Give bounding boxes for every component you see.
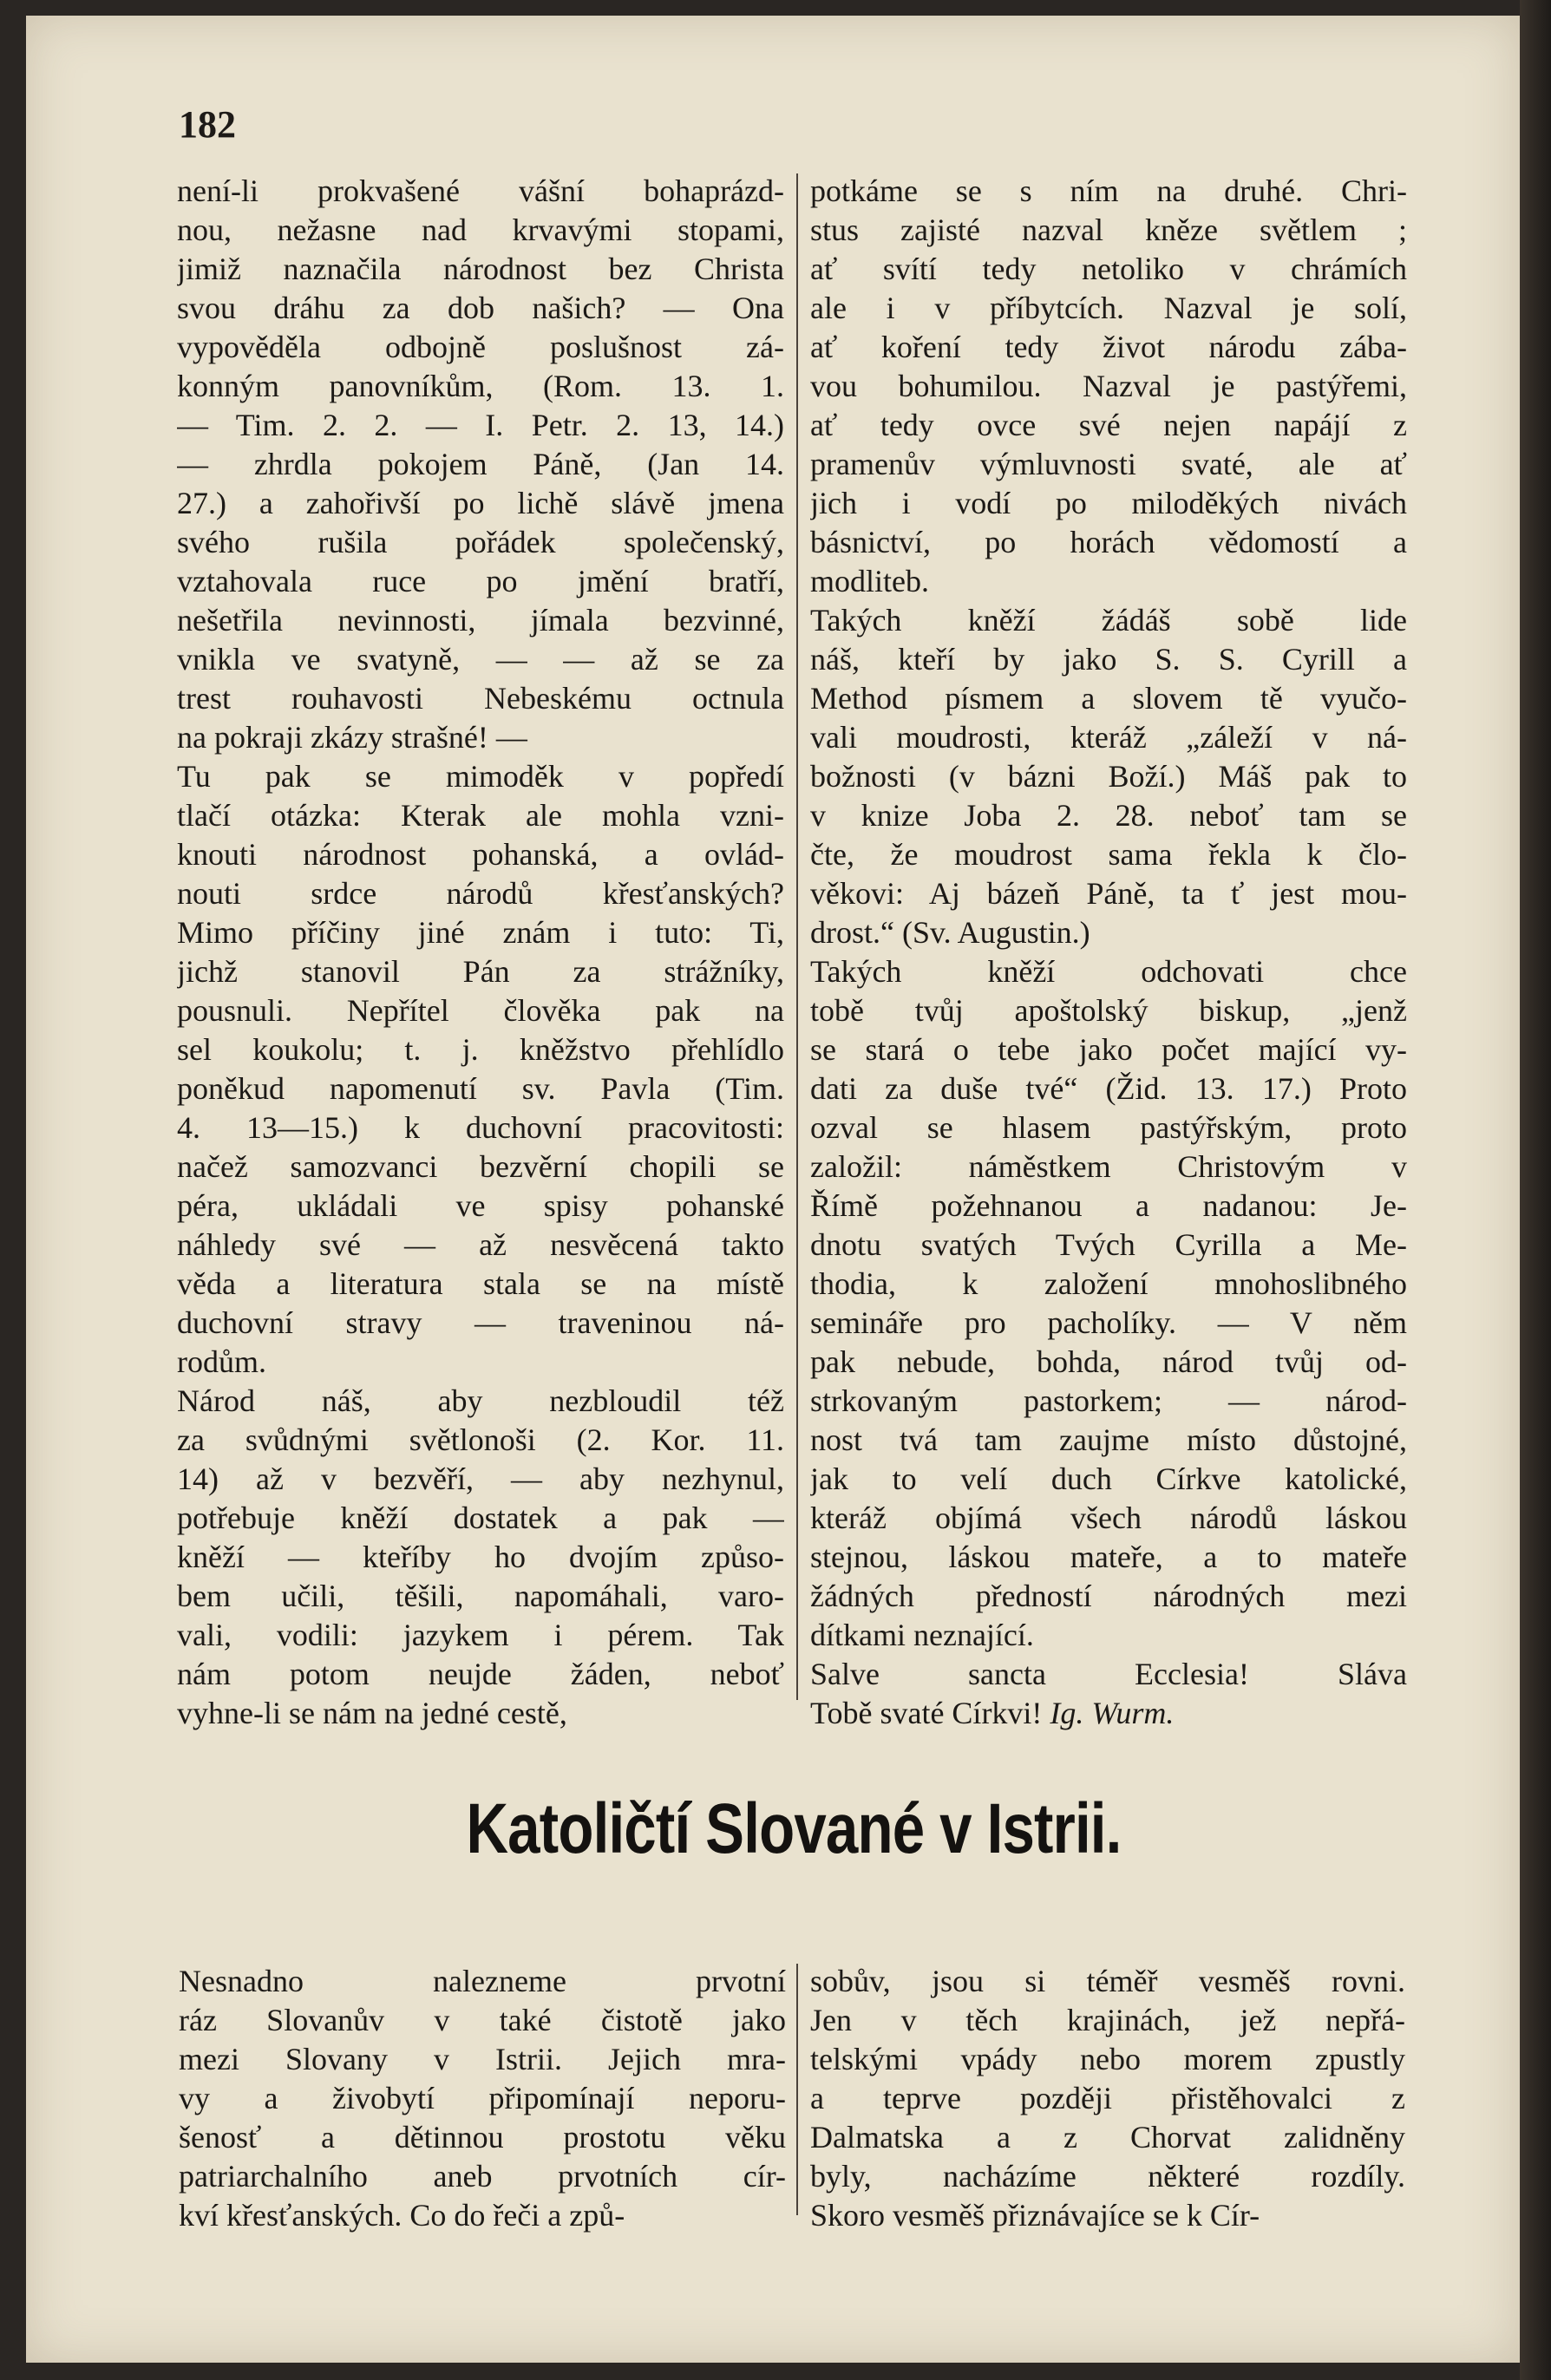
- text-line: vyhne-li se nám na jedné cestě,: [177, 1696, 567, 1730]
- text-line: nouti srdce národů křesťanských?: [177, 876, 784, 911]
- text-line: patriarchalního aneb prvotních cír-: [179, 2159, 786, 2194]
- text-line: semináře pro pacholíky. — V něm: [810, 1305, 1407, 1340]
- text-line: věda a literatura stala se na místě: [177, 1266, 784, 1301]
- column-divider-bottom: [796, 1964, 798, 2215]
- text-line: kteráž objímá všech národů láskou: [810, 1501, 1407, 1535]
- text-line: dítkami neznající.: [810, 1618, 1034, 1652]
- text-line: — zhrdla pokojem Páně, (Jan 14.: [177, 447, 784, 481]
- text-line: načež samozvanci bezvěrní chopili se: [177, 1149, 784, 1184]
- text-line: — Tim. 2. 2. — I. Petr. 2. 13, 14.): [177, 408, 784, 442]
- text-line: nost tvá tam zaujme místo důstojné,: [810, 1422, 1407, 1457]
- text-line: vali, vodili: jazykem i pérem. Tak: [177, 1618, 784, 1652]
- text-line: ozval se hlasem pastýřským, proto: [810, 1110, 1407, 1145]
- text-line: ať koření tedy život národu zába-: [810, 330, 1407, 364]
- text-line: knouti národnost pohanská, a ovlád-: [177, 837, 784, 872]
- text-line: Tobě svaté Církvi! Ig. Wurm.: [810, 1696, 1175, 1730]
- text-line: v knize Joba 2. 28. neboť tam se: [810, 798, 1407, 833]
- text-line: byly, nacházíme některé rozdíly.: [810, 2159, 1405, 2194]
- column-top-right: [810, 172, 1407, 1733]
- text-line: poněkud napomenutí sv. Pavla (Tim.: [177, 1071, 784, 1106]
- text-line: svého rušila pořádek společenský,: [177, 525, 784, 559]
- text-line: náš, kteří by jako S. S. Cyrill a: [810, 642, 1407, 677]
- text-line: péra, ukládali ve spisy pohanské: [177, 1188, 784, 1223]
- text-line: vali moudrosti, kteráž „záleží v ná-: [810, 720, 1407, 755]
- text-line: Dalmatska a z Chorvat zalidněny: [810, 2120, 1405, 2154]
- text-line: dnotu svatých Tvých Cyrilla a Me-: [810, 1227, 1407, 1262]
- text-line: ale i v příbytcích. Nazval je solí,: [810, 291, 1407, 325]
- text-line: vy a živobytí připomínají neporu-: [179, 2081, 786, 2115]
- text-line: dati za duše tvé“ (Žid. 13. 17.) Proto: [810, 1071, 1407, 1106]
- text-line: drost.“ (Sv. Augustin.): [810, 915, 1090, 950]
- text-line: telskými vpády nebo morem zpustly: [810, 2042, 1405, 2076]
- text-line: božnosti (v bázni Boží.) Máš pak to: [810, 759, 1407, 794]
- text-line: pramenův výmluvnosti svaté, ale ať: [810, 447, 1407, 481]
- text-line: sel koukolu; t. j. kněžstvo přehlídlo: [177, 1032, 784, 1067]
- text-line: strkovaným pastorkem; — národ-: [810, 1383, 1407, 1418]
- text-line: za svůdnými světlonoši (2. Kor. 11.: [177, 1422, 784, 1457]
- text-line: náhledy své — až nesvěcená takto: [177, 1227, 784, 1262]
- text-line: Tu pak se mimoděk v popředí: [177, 759, 784, 794]
- text-line: nám potom neujde žáden, neboť: [177, 1657, 784, 1691]
- text-line: bem učili, těšili, napomáhali, varo-: [177, 1579, 784, 1613]
- text-line: se stará o tebe jako počet mající vy-: [810, 1032, 1407, 1067]
- text-line: stus zajisté nazval kněze světlem ;: [810, 212, 1407, 247]
- text-line: ať svítí tedy netoliko v chrámích: [810, 252, 1407, 286]
- text-line: vou bohumilou. Nazval je pastýřemi,: [810, 369, 1407, 403]
- text-line: založil: náměstkem Christovým v: [810, 1149, 1407, 1184]
- text-line: Method písmem a slovem tě vyučo-: [810, 681, 1407, 716]
- text-line: Nesnadno nalezneme prvotní: [179, 1964, 786, 1998]
- text-line: ať tedy ovce své nejen napájí z: [810, 408, 1407, 442]
- text-line: 27.) a zahořivší po lichě slávě jmena: [177, 486, 784, 520]
- text-line: a teprve později přistěhovalci z: [810, 2081, 1405, 2115]
- text-line: potřebuje kněží dostatek a pak —: [177, 1501, 784, 1535]
- text-line: pousnuli. Nepřítel člověka pak na: [177, 993, 784, 1028]
- text-line: sobův, jsou si téměř vesměš rovni.: [810, 1964, 1405, 1998]
- text-line: duchovní stravy — traveninou ná-: [177, 1305, 784, 1340]
- text-line: žádných předností národných mezi: [810, 1579, 1407, 1613]
- text-line: Mimo příčiny jiné znám i tuto: Ti,: [177, 915, 784, 950]
- text-line: není-li prokvašené vášní bohaprázd-: [177, 173, 784, 208]
- text-line: jak to velí duch Církve katolické,: [810, 1461, 1407, 1496]
- text-line: Skoro vesměš přiznávajíce se k Cír-: [810, 2198, 1260, 2233]
- text-line: Salve sancta Ecclesia! Sláva: [810, 1657, 1407, 1691]
- text-line: potkáme se s ním na druhé. Chri-: [810, 173, 1407, 208]
- text-line: kví křesťanských. Co do řeči a způ-: [179, 2198, 625, 2233]
- text-line: nou, nežasne nad krvavými stopami,: [177, 212, 784, 247]
- column-top-left: [177, 172, 784, 1733]
- text-line: Takých kněží žádáš sobě lide: [810, 603, 1407, 638]
- text-line: konným panovníkům, (Rom. 13. 1.: [177, 369, 784, 403]
- text-line: čte, že moudrost sama řekla k člo-: [810, 837, 1407, 872]
- text-line: jichž stanovil Pán za strážníky,: [177, 954, 784, 989]
- column-bottom-right: [810, 1962, 1405, 2235]
- text-line: Takých kněží odchovati chce: [810, 954, 1407, 989]
- text-line: vypověděla odbojně poslušnost zá-: [177, 330, 784, 364]
- signature: Ig. Wurm.: [1042, 1696, 1175, 1730]
- text-line: nešetřila nevinnosti, jímala bezvinné,: [177, 603, 784, 638]
- text-line: Národ náš, aby nezbloudil též: [177, 1383, 784, 1418]
- page-edge-shadow: [1520, 0, 1551, 2380]
- text-line: vnikla ve svatyně, — — až se za: [177, 642, 784, 677]
- text-line: svou dráhu za dob našich? — Ona: [177, 291, 784, 325]
- text-line: ráz Slovanův v také čistotě jako: [179, 2003, 786, 2037]
- text-line: tobě tvůj apoštolský biskup, „jenž: [810, 993, 1407, 1028]
- text-line: na pokraji zkázy strašné! —: [177, 720, 527, 755]
- article-title: Katoličtí Slované v Istrii.: [466, 1789, 1122, 1868]
- text-line: kněží — kteříby ho dvojím způso-: [177, 1540, 784, 1574]
- text-line: vztahovala ruce po jmění bratří,: [177, 564, 784, 598]
- text-line: básnictví, po horách vědomostí a: [810, 525, 1407, 559]
- text-line: stejnou, láskou mateře, a to mateře: [810, 1540, 1407, 1574]
- text-line: Jen v těch krajinách, jež nepřá-: [810, 2003, 1405, 2037]
- text-line: pak nebude, bohda, národ tvůj od-: [810, 1344, 1407, 1379]
- text-line: 4. 13—15.) k duchovní pracovitosti:: [177, 1110, 784, 1145]
- text-line: tlačí otázka: Kterak ale mohla vzni-: [177, 798, 784, 833]
- text-line: 14) až v bezvěří, — aby nezhynul,: [177, 1461, 784, 1496]
- text-line: šenosť a dětinnou prostotu věku: [179, 2120, 786, 2154]
- column-bottom-left: [179, 1962, 786, 2235]
- text-line: Římě požehnanou a nadanou: Je-: [810, 1188, 1407, 1223]
- text-line: thodia, k založení mnohoslibného: [810, 1266, 1407, 1301]
- column-divider-top: [796, 173, 798, 1700]
- text-line: trest rouhavosti Nebeskému octnula: [177, 681, 784, 716]
- text-line: modliteb.: [810, 564, 929, 598]
- text-line: jimiž naznačila národnost bez Christa: [177, 252, 784, 286]
- page-number: 182: [179, 103, 236, 146]
- text-line: věkovi: Aj bázeň Páně, ta ť jest mou-: [810, 876, 1407, 911]
- text-line: jich i vodí po miloděkých nivách: [810, 486, 1407, 520]
- text-line: rodům.: [177, 1344, 266, 1379]
- text-line: mezi Slovany v Istrii. Jejich mra-: [179, 2042, 786, 2076]
